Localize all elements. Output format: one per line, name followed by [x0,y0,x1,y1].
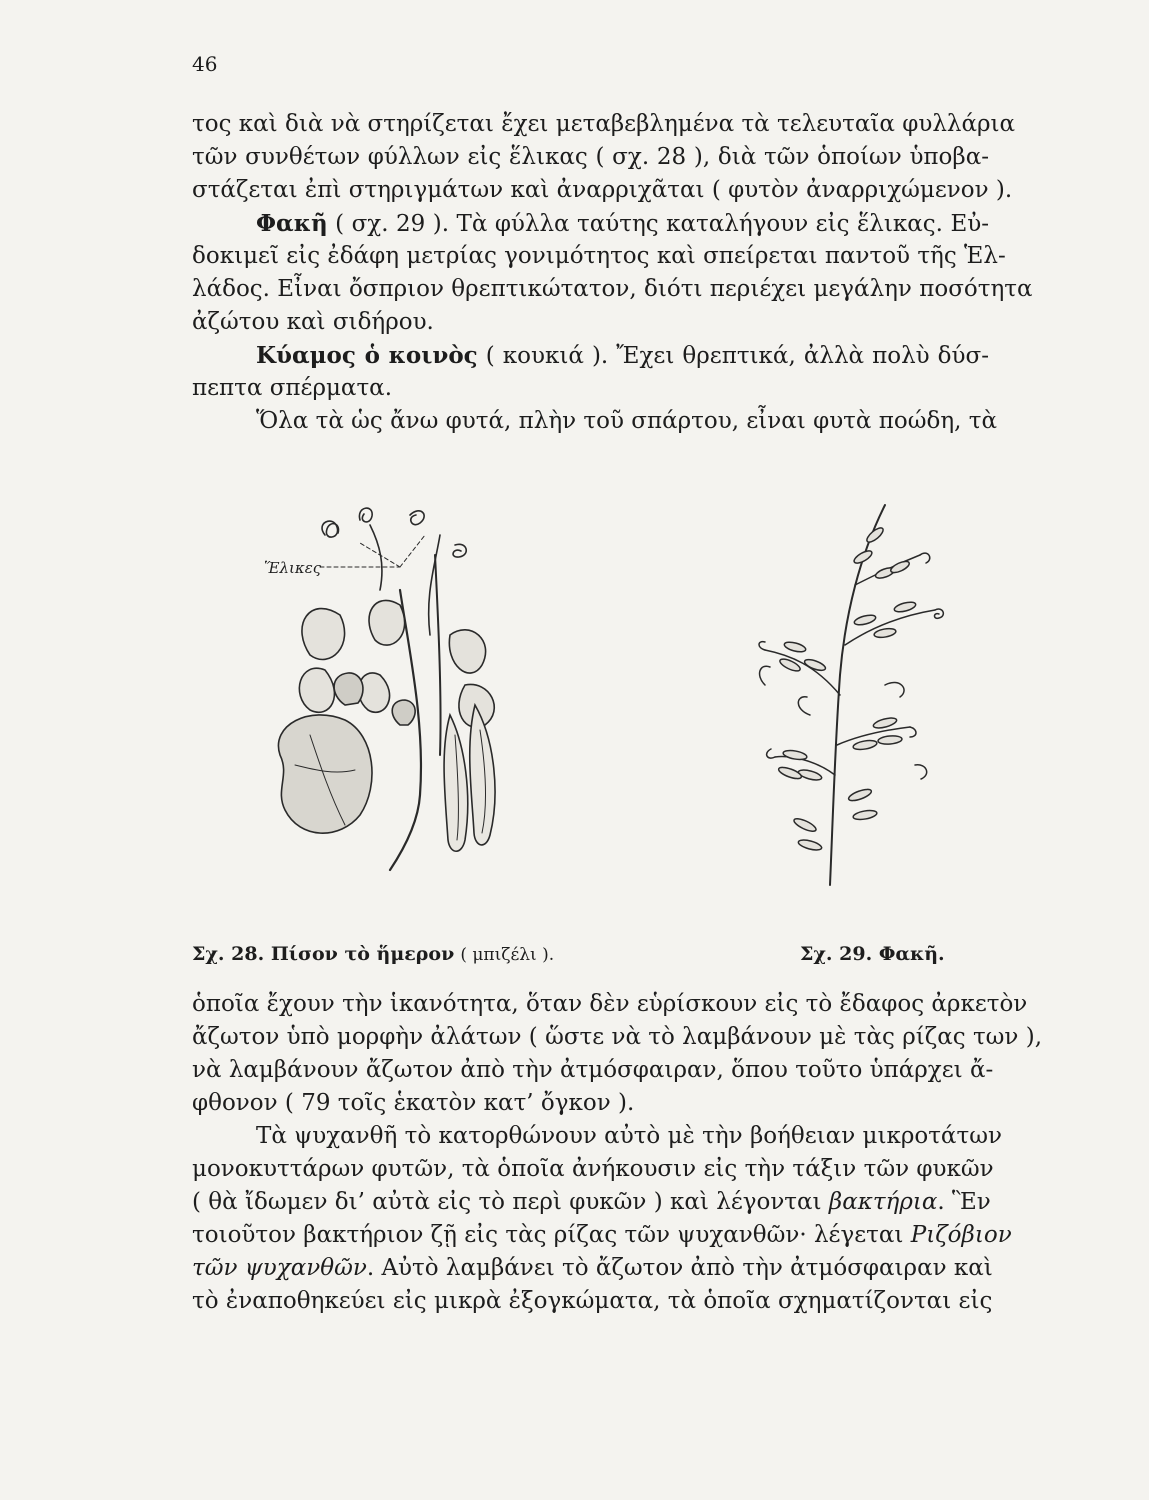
text-line [192,339,989,372]
text-line: ἀζώτου καὶ σιδήρου. [192,309,434,335]
text-line: τος καὶ διὰ νὰ στηρίζεται ἔχει μεταβεβλημένα τὰ τελευταῖα φυλλάρια [192,111,1016,137]
text-segment: τοιοῦτον βακτήριον ζῇ εἰς τὰς ρίζας τῶν ψυχανθῶν· λέγεται [192,1222,911,1248]
text-line [192,1252,993,1285]
tendril-label: Ἕλικες [264,559,322,577]
text-line: τῶν συνθέτων φύλλων εἰς ἕλικας ( σχ. 28 ), διὰ τῶν ὁποίων ὑποβα- [192,144,989,170]
term-psychanthon: τῶν ψυχανθῶν [192,1255,367,1281]
text-segment: ( σχ. 29 ). Τὰ φύλλα ταύτης καταλήγουν εἰς ἕλικας. Εὐ- [327,211,989,237]
term-bakteria: βακτήρια [828,1189,938,1215]
text-line: στάζεται ἐπὶ στηριγμάτων καὶ ἀναρριχᾶται ( φυτὸν ἀναρριχώμενον ). [192,177,1013,203]
text-line [192,207,989,240]
figure-28-note: ( μπιζέλι ). [460,945,555,965]
text-line: νὰ λαμβάνουν ἄζωτον ἀπὸ τὴν ἀτμόσφαιραν, ὅπου τοῦτο ὑπάρχει ἄ- [192,1057,994,1083]
tendril-shape [322,521,338,537]
text-line: φθονον ( 79 τοῖς ἑκατὸν κατ’ ὄγκον ). [192,1090,635,1116]
page-number: 46 [192,52,218,76]
text-line: ἄζωτον ὑπὸ μορφὴν ἀλάτων ( ὥστε νὰ τὸ λαμβάνουν μὲ τὰς ρίζας των ), [192,1024,1043,1050]
lentil-plant-illustration [735,495,975,890]
figure-28-caption [192,943,554,965]
figure-28-title: Σχ. 28. Πίσον τὸ ἥμερον [192,943,455,965]
text-line: ὁποῖα ἔχουν τὴν ἱκανότητα, ὅταν δὲν εὑρίσκουν εἰς τὸ ἔδαφος ἀρκετὸν [192,991,1028,1017]
text-line: Ὅλα τὰ ὡς ἄνω φυτά, πλὴν τοῦ σπάρτου, εἶναι φυτὰ ποώδη, τὰ [256,408,997,434]
text-line [192,1219,1012,1252]
figure-29-title: Σχ. 29. Φακῆ. [800,943,945,965]
term-faki: Φακῆ [256,210,328,237]
text-segment: . Ἓν [937,1189,991,1215]
tendril-shape [359,508,372,522]
text-line: δοκιμεῖ εἰς ἐδάφη μετρίας γονιμότητος καὶ σπείρεται παντοῦ τῆς Ἑλ- [192,243,1006,269]
text-line: τὸ ἐναποθηκεύει εἰς μικρὰ ἐξογκώματα, τὰ ὁποῖα σχηματίζονται εἰς [192,1288,993,1314]
text-line: μονοκυττάρων φυτῶν, τὰ ὁποῖα ἀνήκουσιν εἰς τὴν τάξιν τῶν φυκῶν [192,1156,994,1182]
term-kyamos: Κύαμος ὁ κοινὸς [256,342,478,369]
text-segment: ( θὰ ἴδωμεν δι’ αὐτὰ εἰς τὸ περὶ φυκῶν ) καὶ λέγονται [192,1189,829,1215]
text-line: πεπτα σπέρματα. [192,375,393,401]
bottom-paragraphs [192,988,1043,1318]
figure-29-caption [800,943,945,965]
text-line: Τὰ ψυχανθῆ τὸ κατορθώνουν αὐτὸ μὲ τὴν βοήθειαν μικροτάτων [256,1123,1002,1149]
text-line [192,1186,989,1219]
top-paragraphs [192,108,1033,438]
pea-plant-illustration [250,495,550,875]
text-segment: ( κουκιά ). Ἔχει θρεπτικά, ἀλλὰ πολὺ δύσ- [477,343,989,369]
term-rizobion: Ριζόβιον [910,1222,1012,1248]
text-line: λάδος. Εἶναι ὄσπριον θρεπτικώτατον, διότι περιέχει μεγάλην ποσότητα [192,276,1033,302]
text-segment: . Αὐτὸ λαμβάνει τὸ ἄζωτον ἀπὸ τὴν ἀτμόσφαιραν καὶ [366,1255,993,1281]
